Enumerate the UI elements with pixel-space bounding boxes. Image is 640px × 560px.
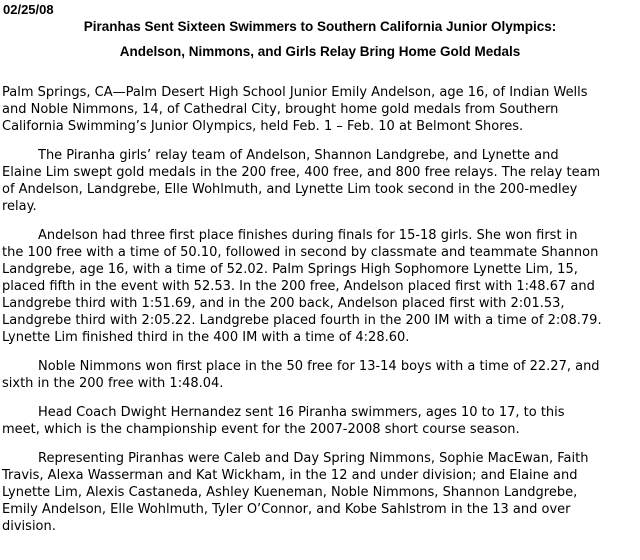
- paragraph-andelson-results: Andelson had three first place finishes during finals for 15-18 girls. She won first in the 100 free with a time of 50.10, followed in second by classmate and teammate Shannon Landgrebe, age 16, with a time of 52.02. Palm Springs High Sophomore Lynette Lim, 15, placed fifth in the event with 52.53. In the 200 free, Andelson placed first with 1:48.67 and Landgrebe third with 1:51.69, and in the 200 back, Andelson placed first with 2:01.53, Landgrebe third with 2:05.22. Landgrebe placed fourth in the 200 IM with a time of 2:08.79. Lynette Lim finished third in the 400 IM with a time of 4:28.60.: [2, 228, 602, 345]
- article-date: 02/25/08: [3, 2, 54, 17]
- paragraph-nimmons-results: Noble Nimmons won first place in the 50 free for 13-14 boys with a time of 22.27, and sixth in the 200 free with 1:48.04.: [2, 359, 600, 391]
- paragraph-relay: The Piranha girls’ relay team of Andelson, Shannon Landgrebe, and Lynette and Elaine Lim swept gold medals in the 200 free, 400 free, and 800 free relays. The relay team of Andelson, Landgrebe, Elle Wohlmuth, and Lynette Lim took second in the 200-medley relay.: [2, 148, 601, 214]
- headline-line-1: Piranhas Sent Sixteen Swimmers to Southern California Junior Olympics:: [83, 19, 557, 34]
- paragraph-roster: Representing Piranhas were Caleb and Day Spring Nimmons, Sophie MacEwan, Faith Travis, Alexa Wasserman and Kat Wickham, in the 12 and under division; and Elaine and Lynette Lim, Alexis Castaneda, Ashley Kueneman, Noble Nimmons, Shannon Landgrebe, Emily Andelson, Elle Wohlmuth, Tyler O’Connor, and Kobe Sahlstrom in the 13 and over division.: [2, 451, 589, 534]
- headline-line-2: Andelson, Nimmons, and Girls Relay Bring Home Gold Medals: [119, 44, 521, 59]
- paragraph-coach: Head Coach Dwight Hernandez sent 16 Piranha swimmers, ages 10 to 17, to this meet, which is the championship event for the 2007-2008 short course season.: [2, 405, 565, 437]
- paragraph-lead: Palm Springs, CA—Palm Desert High School Junior Emily Andelson, age 16, of Indian Wells and Noble Nimmons, 14, of Cathedral City, brought home gold medals from Southern California Swimming’s Junior Olympics, held Feb. 1 – Feb. 10 at Belmont Shores.: [2, 85, 588, 134]
- article-body: [2, 84, 602, 547]
